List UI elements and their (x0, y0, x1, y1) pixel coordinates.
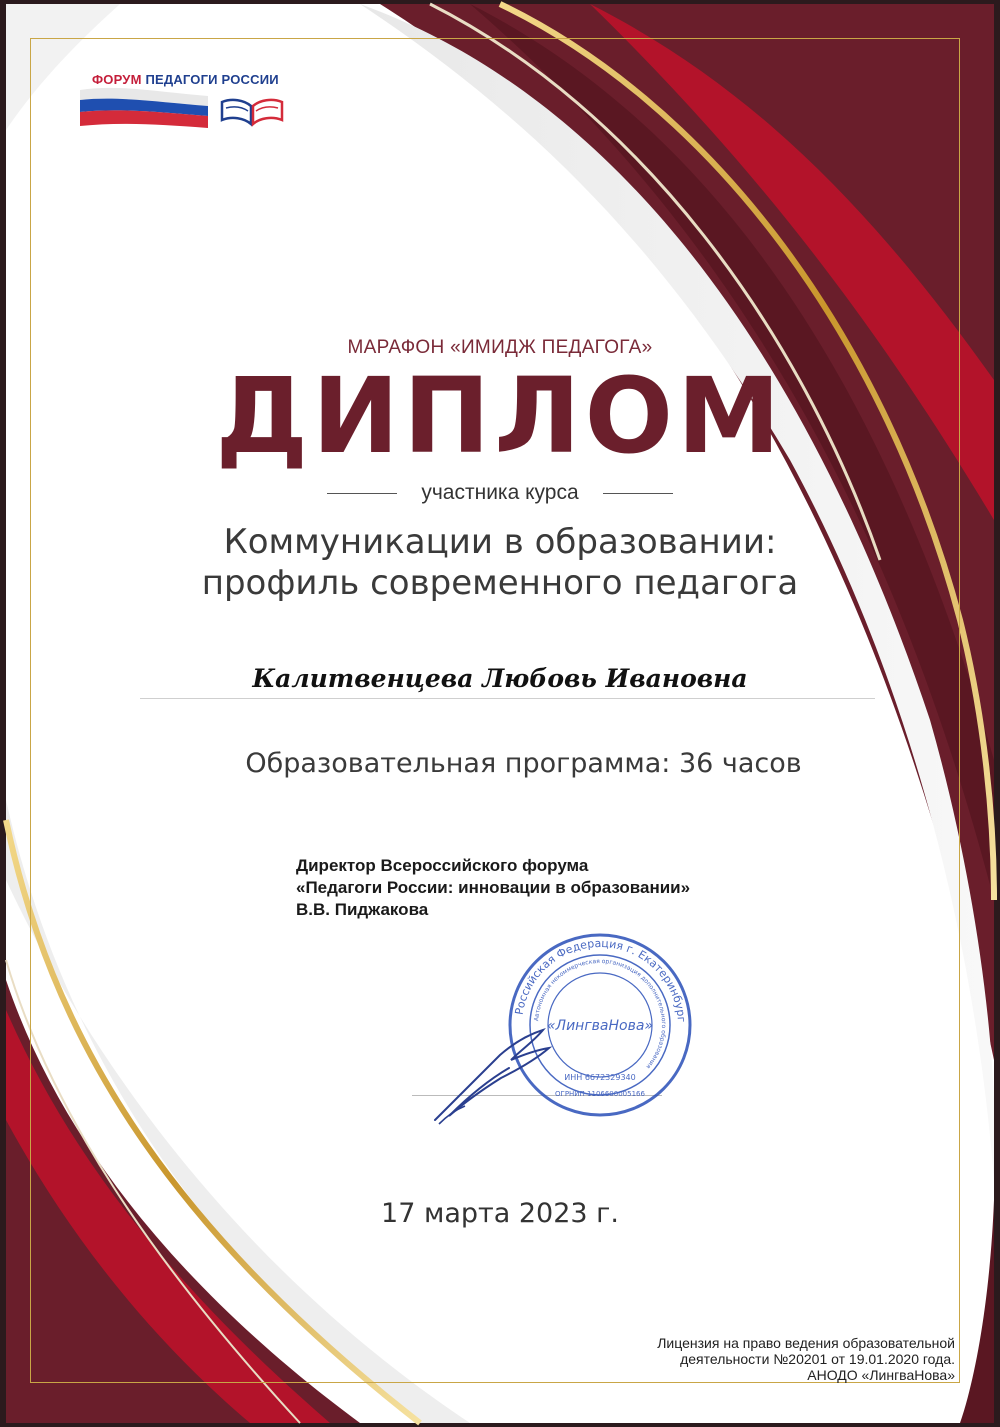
course-title-line1: Коммуникации в образовании: (223, 522, 777, 562)
subtitle: участника курса (421, 481, 579, 504)
gold-inner-frame (30, 38, 960, 1383)
license-info (540, 1335, 955, 1383)
issue-date: 17 марта 2023 г. (381, 1198, 619, 1229)
logo-text-forum: ФОРУМ (92, 72, 142, 87)
svg-text:Российская Федерация г. Екатер: Российская Федерация г. Екатеринбург (512, 936, 688, 1023)
subtitle-row (300, 480, 700, 506)
course-title (0, 522, 1000, 604)
logo-text-pedagogi: ПЕДАГОГИ РОССИИ (145, 72, 279, 87)
license-line2: деятельности №20201 от 19.01.2020 года. (680, 1351, 955, 1367)
svg-text:ОГРНИП 1106600005166: ОГРНИП 1106600005166 (555, 1090, 645, 1098)
divider-left (327, 493, 397, 494)
svg-text:ИНН 6672329340: ИНН 6672329340 (564, 1073, 636, 1082)
course-title-line2: профиль современного педагога (201, 562, 799, 603)
recipient-name: Калитвенцева Любовь Ивановна (252, 664, 748, 693)
director-name: В.В. Пиджакова (296, 900, 429, 919)
director-block (296, 855, 690, 921)
book-icon (218, 92, 286, 128)
marathon-title: МАРАФОН «ИМИДЖ ПЕДАГОГА» (347, 337, 653, 358)
logo-text (92, 72, 279, 87)
signature-scribble (425, 1020, 565, 1130)
diploma-heading: ДИПЛОМ (215, 355, 785, 477)
svg-text:Автономная некоммерческая орга: Автономная некоммерческая организация дополнительного образования (533, 957, 668, 1070)
license-line1: Лицензия на право ведения образовательной (657, 1335, 955, 1351)
name-underline (140, 698, 875, 699)
director-line1: Директор Всероссийского форума (296, 856, 589, 875)
svg-text:«ЛингваНова»: «ЛингваНова» (546, 1018, 654, 1034)
program-hours: Образовательная программа: 36 часов (245, 748, 802, 779)
director-line2: «Педагоги России: инновации в образовании» (296, 878, 691, 897)
divider-right (603, 493, 673, 494)
forum-logo (78, 70, 288, 132)
license-line3: АНОДО «ЛингваНова» (807, 1367, 955, 1383)
